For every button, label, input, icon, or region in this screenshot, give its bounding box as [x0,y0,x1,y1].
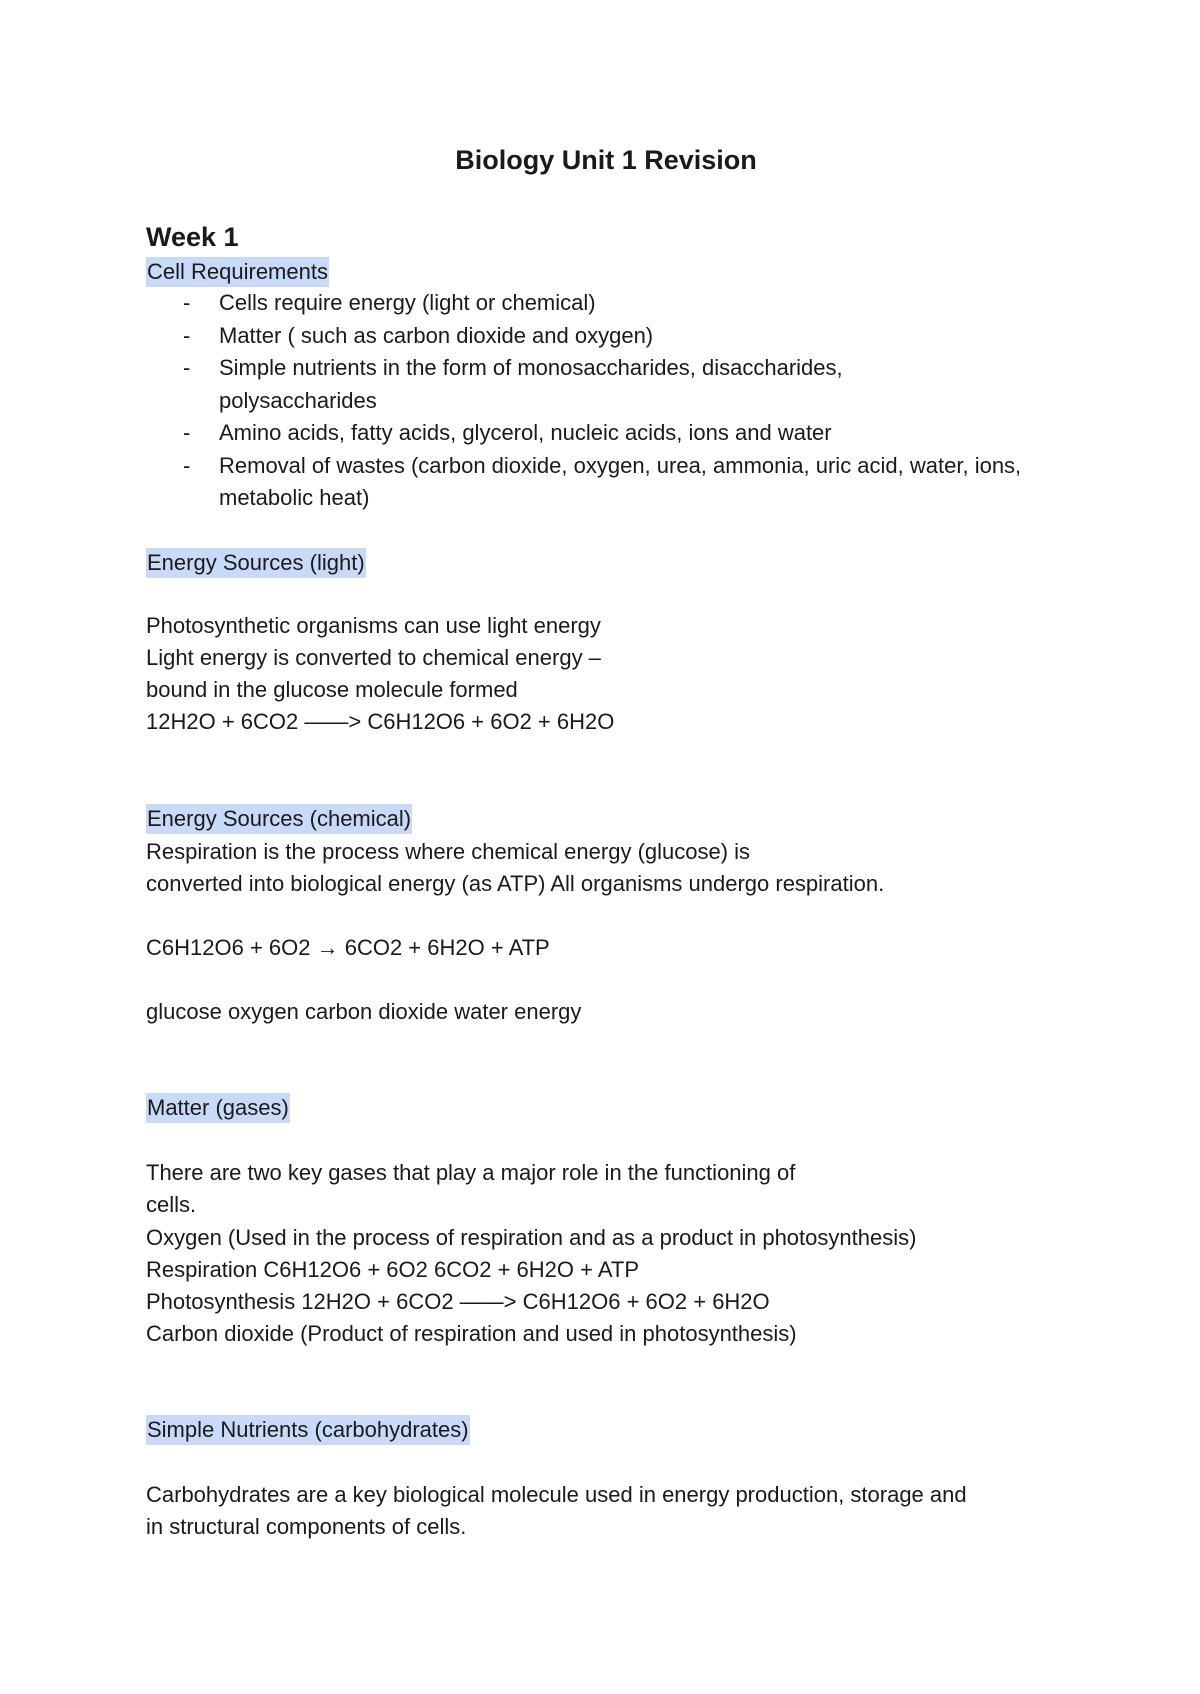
paragraph-line: Respiration is the process where chemical energy (glucose) is [146,839,751,864]
document-title: Biology Unit 1 Revision [455,145,757,175]
cell-requirements-list [146,287,1076,515]
paragraph-line: There are two key gases that play a major role in the functioning of [146,1160,796,1185]
list-item [146,450,1076,515]
paragraph-line: in structural components of cells. [146,1514,467,1539]
respiration-equation-line: Respiration C6H12O6 + 6O2 6CO2 + 6H2O + ATP [146,1257,640,1282]
list-item-text: Removal of wastes (carbon dioxide, oxygen, urea, ammonia, uric acid, water, ions, metabolic heat) [219,452,1022,510]
dash-bullet-icon: - [183,355,191,380]
list-item-text: Matter ( such as carbon dioxide and oxygen) [219,322,654,348]
section-heading-energy-chemical: Energy Sources (chemical) [146,804,412,834]
list-item [146,352,1076,417]
list-item-text: Simple nutrients in the form of monosaccharides, disaccharides, polysaccharides [219,355,843,413]
dash-bullet-icon: - [183,452,191,478]
photosynthesis-equation: 12H2O + 6CO2 ——> C6H12O6 + 6O2 + 6H2O [146,709,615,734]
paragraph-line: Oxygen (Used in the process of respiration and as a product in photosynthesis) [146,1225,917,1250]
week-heading: Week 1 [146,222,239,252]
paragraph-line: converted into biological energy (as ATP) All organisms undergo respiration. [146,871,885,896]
paragraph-line: Carbon dioxide (Product of respiration and used in photosynthesis) [146,1321,797,1346]
section-heading-matter-gases: Matter (gases) [146,1093,290,1123]
list-item-text: Cells require energy (light or chemical) [219,290,596,315]
section-heading-energy-light: Energy Sources (light) [146,548,366,578]
list-item [146,320,1076,353]
dash-bullet-icon: - [183,420,191,445]
section-heading-simple-nutrients: Simple Nutrients (carbohydrates) [146,1415,470,1445]
list-item [146,287,1076,320]
paragraph-line: Carbohydrates are a key biological molecule used in energy production, storage and [146,1482,967,1507]
respiration-equation: C6H12O6 + 6O2 → 6CO2 + 6H2O + ATP [146,935,550,960]
paragraph-line: cells. [146,1192,197,1217]
paragraph-line: bound in the glucose molecule formed [146,677,518,702]
photosynthesis-equation-line: Photosynthesis 12H2O + 6CO2 ——> C6H12O6 + 6O2 + 6H2O [146,1289,770,1314]
section-heading-cell-requirements: Cell Requirements [146,257,329,287]
list-item-text: Amino acids, fatty acids, glycerol, nucleic acids, ions and water [219,420,832,445]
paragraph-line: Photosynthetic organisms can use light energy [146,613,601,638]
dash-bullet-icon: - [183,290,191,315]
equation-words: glucose oxygen carbon dioxide water energy [146,999,582,1024]
dash-bullet-icon: - [183,322,191,348]
paragraph-line: Light energy is converted to chemical energy – [146,645,601,670]
list-item [146,417,1076,450]
